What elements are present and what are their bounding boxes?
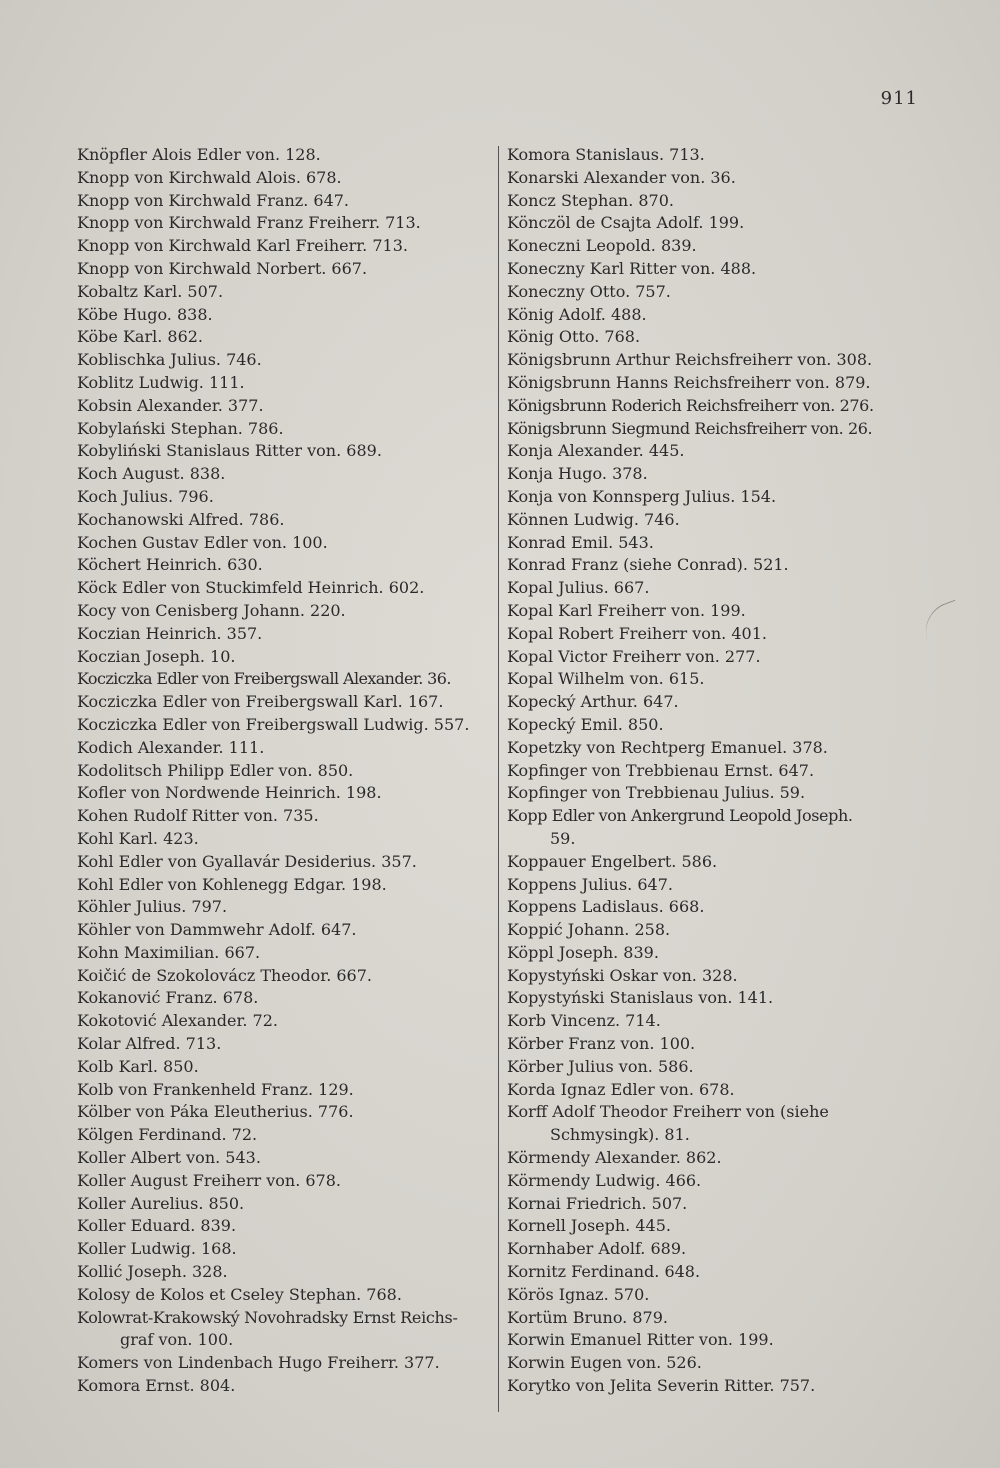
index-entry: Kobylański Stephan. 786. bbox=[77, 418, 284, 438]
index-entry: Koičić de Szokolovácz Theodor. 667. bbox=[77, 965, 372, 985]
index-entry: Koller Eduard. 839. bbox=[77, 1216, 237, 1236]
index-entry: Koch Julius. 796. bbox=[77, 486, 214, 506]
index-entry: Kopecký Emil. 850. bbox=[507, 714, 664, 734]
index-entry: Kolowrat-Krakowský Novohradsky Ernst Reichs- bbox=[77, 1307, 458, 1327]
index-entry: Körös Ignaz. 570. bbox=[507, 1284, 650, 1304]
index-entry: Kochanowski Alfred. 786. bbox=[77, 509, 285, 529]
index-entry: Köbe Karl. 862. bbox=[77, 327, 204, 347]
index-entry: Kopetzky von Rechtperg Emanuel. 378. bbox=[507, 737, 828, 757]
index-entry: Konrad Emil. 543. bbox=[507, 532, 654, 552]
index-entry: Kohl Edler von Gyallavár Desiderius. 357. bbox=[77, 851, 417, 871]
index-entry: Kopal Karl Freiherr von. 199. bbox=[507, 600, 746, 620]
index-entry: Koneczny Karl Ritter von. 488. bbox=[507, 258, 757, 278]
index-entry: Komers von Lindenbach Hugo Freiherr. 377. bbox=[77, 1353, 440, 1373]
index-entry: Korda Ignaz Edler von. 678. bbox=[507, 1079, 735, 1099]
index-entry: Königsbrunn Arthur Reichsfreiherr von. 308. bbox=[507, 350, 873, 370]
index-entry: Koller Ludwig. 168. bbox=[77, 1239, 237, 1259]
index-entry: Konarski Alexander von. 36. bbox=[507, 167, 736, 187]
index-entry: Köhler von Dammwehr Adolf. 647. bbox=[77, 920, 357, 940]
index-entry: Kohl Edler von Kohlenegg Edgar. 198. bbox=[77, 874, 387, 894]
index-entry: Kodich Alexander. 111. bbox=[77, 737, 265, 757]
index-entry: Koblitz Ludwig. 111. bbox=[77, 372, 245, 392]
index-entry: Kornitz Ferdinand. 648. bbox=[507, 1262, 701, 1282]
index-entry: Komora Stanislaus. 713. bbox=[507, 145, 705, 164]
index-entry: Kopystyński Stanislaus von. 141. bbox=[507, 988, 774, 1008]
index-entry: Korwin Eugen von. 526. bbox=[507, 1353, 702, 1373]
index-entry: Kopal Victor Freiherr von. 277. bbox=[507, 646, 761, 666]
index-entry: Korwin Emanuel Ritter von. 199. bbox=[507, 1330, 774, 1350]
index-entry: König Otto. 768. bbox=[507, 327, 641, 347]
index-entry: Koneczny Otto. 757. bbox=[507, 281, 671, 301]
index-entry: Kornai Friedrich. 507. bbox=[507, 1193, 688, 1213]
index-entry: Koch August. 838. bbox=[77, 464, 226, 484]
index-entry: König Adolf. 488. bbox=[507, 304, 647, 324]
index-entry: Kolb Karl. 850. bbox=[77, 1056, 199, 1076]
index-entry-continuation: graf von. 100. bbox=[120, 1330, 234, 1350]
index-entry: Körber Franz von. 100. bbox=[507, 1034, 696, 1054]
index-entry: Korb Vincenz. 714. bbox=[507, 1011, 661, 1031]
index-entry: Knopp von Kirchwald Alois. 678. bbox=[77, 167, 342, 187]
index-entry: Kolar Alfred. 713. bbox=[77, 1034, 222, 1054]
index-entry: Können Ludwig. 746. bbox=[507, 509, 680, 529]
index-entry: Kocziczka Edler von Freibergswall Alexander. 36. bbox=[77, 669, 451, 689]
index-entry: Kopal Julius. 667. bbox=[507, 578, 650, 598]
index-entry: Kopfinger von Trebbienau Julius. 59. bbox=[507, 783, 806, 803]
index-entry: Koller Aurelius. 850. bbox=[77, 1193, 245, 1213]
index-entry: Köhler Julius. 797. bbox=[77, 897, 228, 917]
index-column-left bbox=[77, 144, 495, 1398]
column-divider bbox=[498, 146, 499, 1412]
index-entry: Kopecký Arthur. 647. bbox=[507, 692, 679, 712]
index-entry: Kornhaber Adolf. 689. bbox=[507, 1239, 687, 1259]
index-entry: Kölgen Ferdinand. 72. bbox=[77, 1125, 258, 1145]
index-entry: Kobyliński Stanislaus Ritter von. 689. bbox=[77, 441, 382, 461]
index-entry: Kohl Karl. 423. bbox=[77, 828, 199, 848]
index-entry: Kopal Wilhelm von. 615. bbox=[507, 669, 705, 689]
index-entry: Kohn Maximilian. 667. bbox=[77, 942, 261, 962]
index-entry: Kopp Edler von Ankergrund Leopold Joseph. bbox=[507, 806, 853, 826]
index-entry: Körmendy Alexander. 862. bbox=[507, 1148, 722, 1168]
index-entry: Koczian Heinrich. 357. bbox=[77, 623, 263, 643]
index-entry: Köbe Hugo. 838. bbox=[77, 304, 213, 324]
index-entry: Konrad Franz (siehe Conrad). 521. bbox=[507, 555, 789, 575]
index-entry: Konja Hugo. 378. bbox=[507, 464, 648, 484]
index-entry: Kocy von Cenisberg Johann. 220. bbox=[77, 600, 346, 620]
index-entry: Knopp von Kirchwald Franz Freiherr. 713. bbox=[77, 213, 421, 233]
index-entry: Kochen Gustav Edler von. 100. bbox=[77, 532, 328, 552]
index-entry: Kolosy de Kolos et Cseley Stephan. 768. bbox=[77, 1284, 402, 1304]
index-entry: Körber Julius von. 586. bbox=[507, 1056, 694, 1076]
index-entry: Koppens Ladislaus. 668. bbox=[507, 897, 705, 917]
index-entry: Kofler von Nordwende Heinrich. 198. bbox=[77, 783, 382, 803]
index-entry: Kolb von Frankenheld Franz. 129. bbox=[77, 1079, 354, 1099]
index-entry: Köck Edler von Stuckimfeld Heinrich. 602. bbox=[77, 578, 425, 598]
index-entry: Koncz Stephan. 870. bbox=[507, 190, 674, 210]
index-entry: Kodolitsch Philipp Edler von. 850. bbox=[77, 760, 354, 780]
index-entry: Knöpfler Alois Edler von. 128. bbox=[77, 145, 321, 164]
index-entry: Koneczni Leopold. 839. bbox=[507, 236, 697, 256]
index-entry: Konja von Konnsperg Julius. 154. bbox=[507, 486, 777, 506]
index-entry: Korytko von Jelita Severin Ritter. 757. bbox=[507, 1376, 816, 1396]
index-entry-continuation: Schmysingk). 81. bbox=[550, 1125, 690, 1145]
index-entry: Knopp von Kirchwald Norbert. 667. bbox=[77, 258, 368, 278]
index-entry: Kopystyński Oskar von. 328. bbox=[507, 965, 738, 985]
index-entry: Komora Ernst. 804. bbox=[77, 1376, 236, 1396]
index-entry: Koller Albert von. 543. bbox=[77, 1148, 261, 1168]
index-entry: Koppić Johann. 258. bbox=[507, 920, 671, 940]
index-entry: Könczöl de Csajta Adolf. 199. bbox=[507, 213, 745, 233]
index-entry: Köchert Heinrich. 630. bbox=[77, 555, 263, 575]
index-entry: Kocziczka Edler von Freibergswall Ludwig. 557. bbox=[77, 714, 470, 734]
index-entry: Königsbrunn Hanns Reichsfreiherr von. 879. bbox=[507, 372, 871, 392]
index-entry: Kornell Joseph. 445. bbox=[507, 1216, 671, 1236]
index-entry: Koblischka Julius. 746. bbox=[77, 350, 262, 370]
index-entry: Kokanović Franz. 678. bbox=[77, 988, 259, 1008]
page-number: 911 bbox=[880, 88, 918, 109]
index-entry: Kopal Robert Freiherr von. 401. bbox=[507, 623, 767, 643]
index-column-right bbox=[507, 144, 927, 1398]
index-entry-continuation: 59. bbox=[550, 828, 576, 848]
index-entry: Kobaltz Karl. 507. bbox=[77, 281, 224, 301]
index-entry: Köppl Joseph. 839. bbox=[507, 942, 659, 962]
index-entry: Knopp von Kirchwald Franz. 647. bbox=[77, 190, 350, 210]
index-entry: Kortüm Bruno. 879. bbox=[507, 1307, 668, 1327]
index-entry: Königsbrunn Roderich Reichsfreiherr von. 276. bbox=[507, 395, 874, 415]
index-entry: Kollić Joseph. 328. bbox=[77, 1262, 228, 1282]
index-entry: Kölber von Páka Eleutherius. 776. bbox=[77, 1102, 354, 1122]
index-entry: Körmendy Ludwig. 466. bbox=[507, 1170, 702, 1190]
index-entry: Koppauer Engelbert. 586. bbox=[507, 851, 718, 871]
index-entry: Konja Alexander. 445. bbox=[507, 441, 685, 461]
index-entry: Königsbrunn Siegmund Reichsfreiherr von. 26. bbox=[507, 418, 873, 438]
index-entry: Kobsin Alexander. 377. bbox=[77, 395, 264, 415]
index-entry: Koppens Julius. 647. bbox=[507, 874, 673, 894]
index-entry: Koller August Freiherr von. 678. bbox=[77, 1170, 341, 1190]
index-entry: Korff Adolf Theodor Freiherr von (siehe bbox=[507, 1102, 829, 1122]
index-entry: Kocziczka Edler von Freibergswall Karl. 167. bbox=[77, 692, 444, 712]
index-entry: Kokotović Alexander. 72. bbox=[77, 1011, 278, 1031]
index-entry: Koczian Joseph. 10. bbox=[77, 646, 236, 666]
index-entry: Kohen Rudolf Ritter von. 735. bbox=[77, 806, 319, 826]
index-entry: Knopp von Kirchwald Karl Freiherr. 713. bbox=[77, 236, 408, 256]
index-entry: Kopfinger von Trebbienau Ernst. 647. bbox=[507, 760, 815, 780]
